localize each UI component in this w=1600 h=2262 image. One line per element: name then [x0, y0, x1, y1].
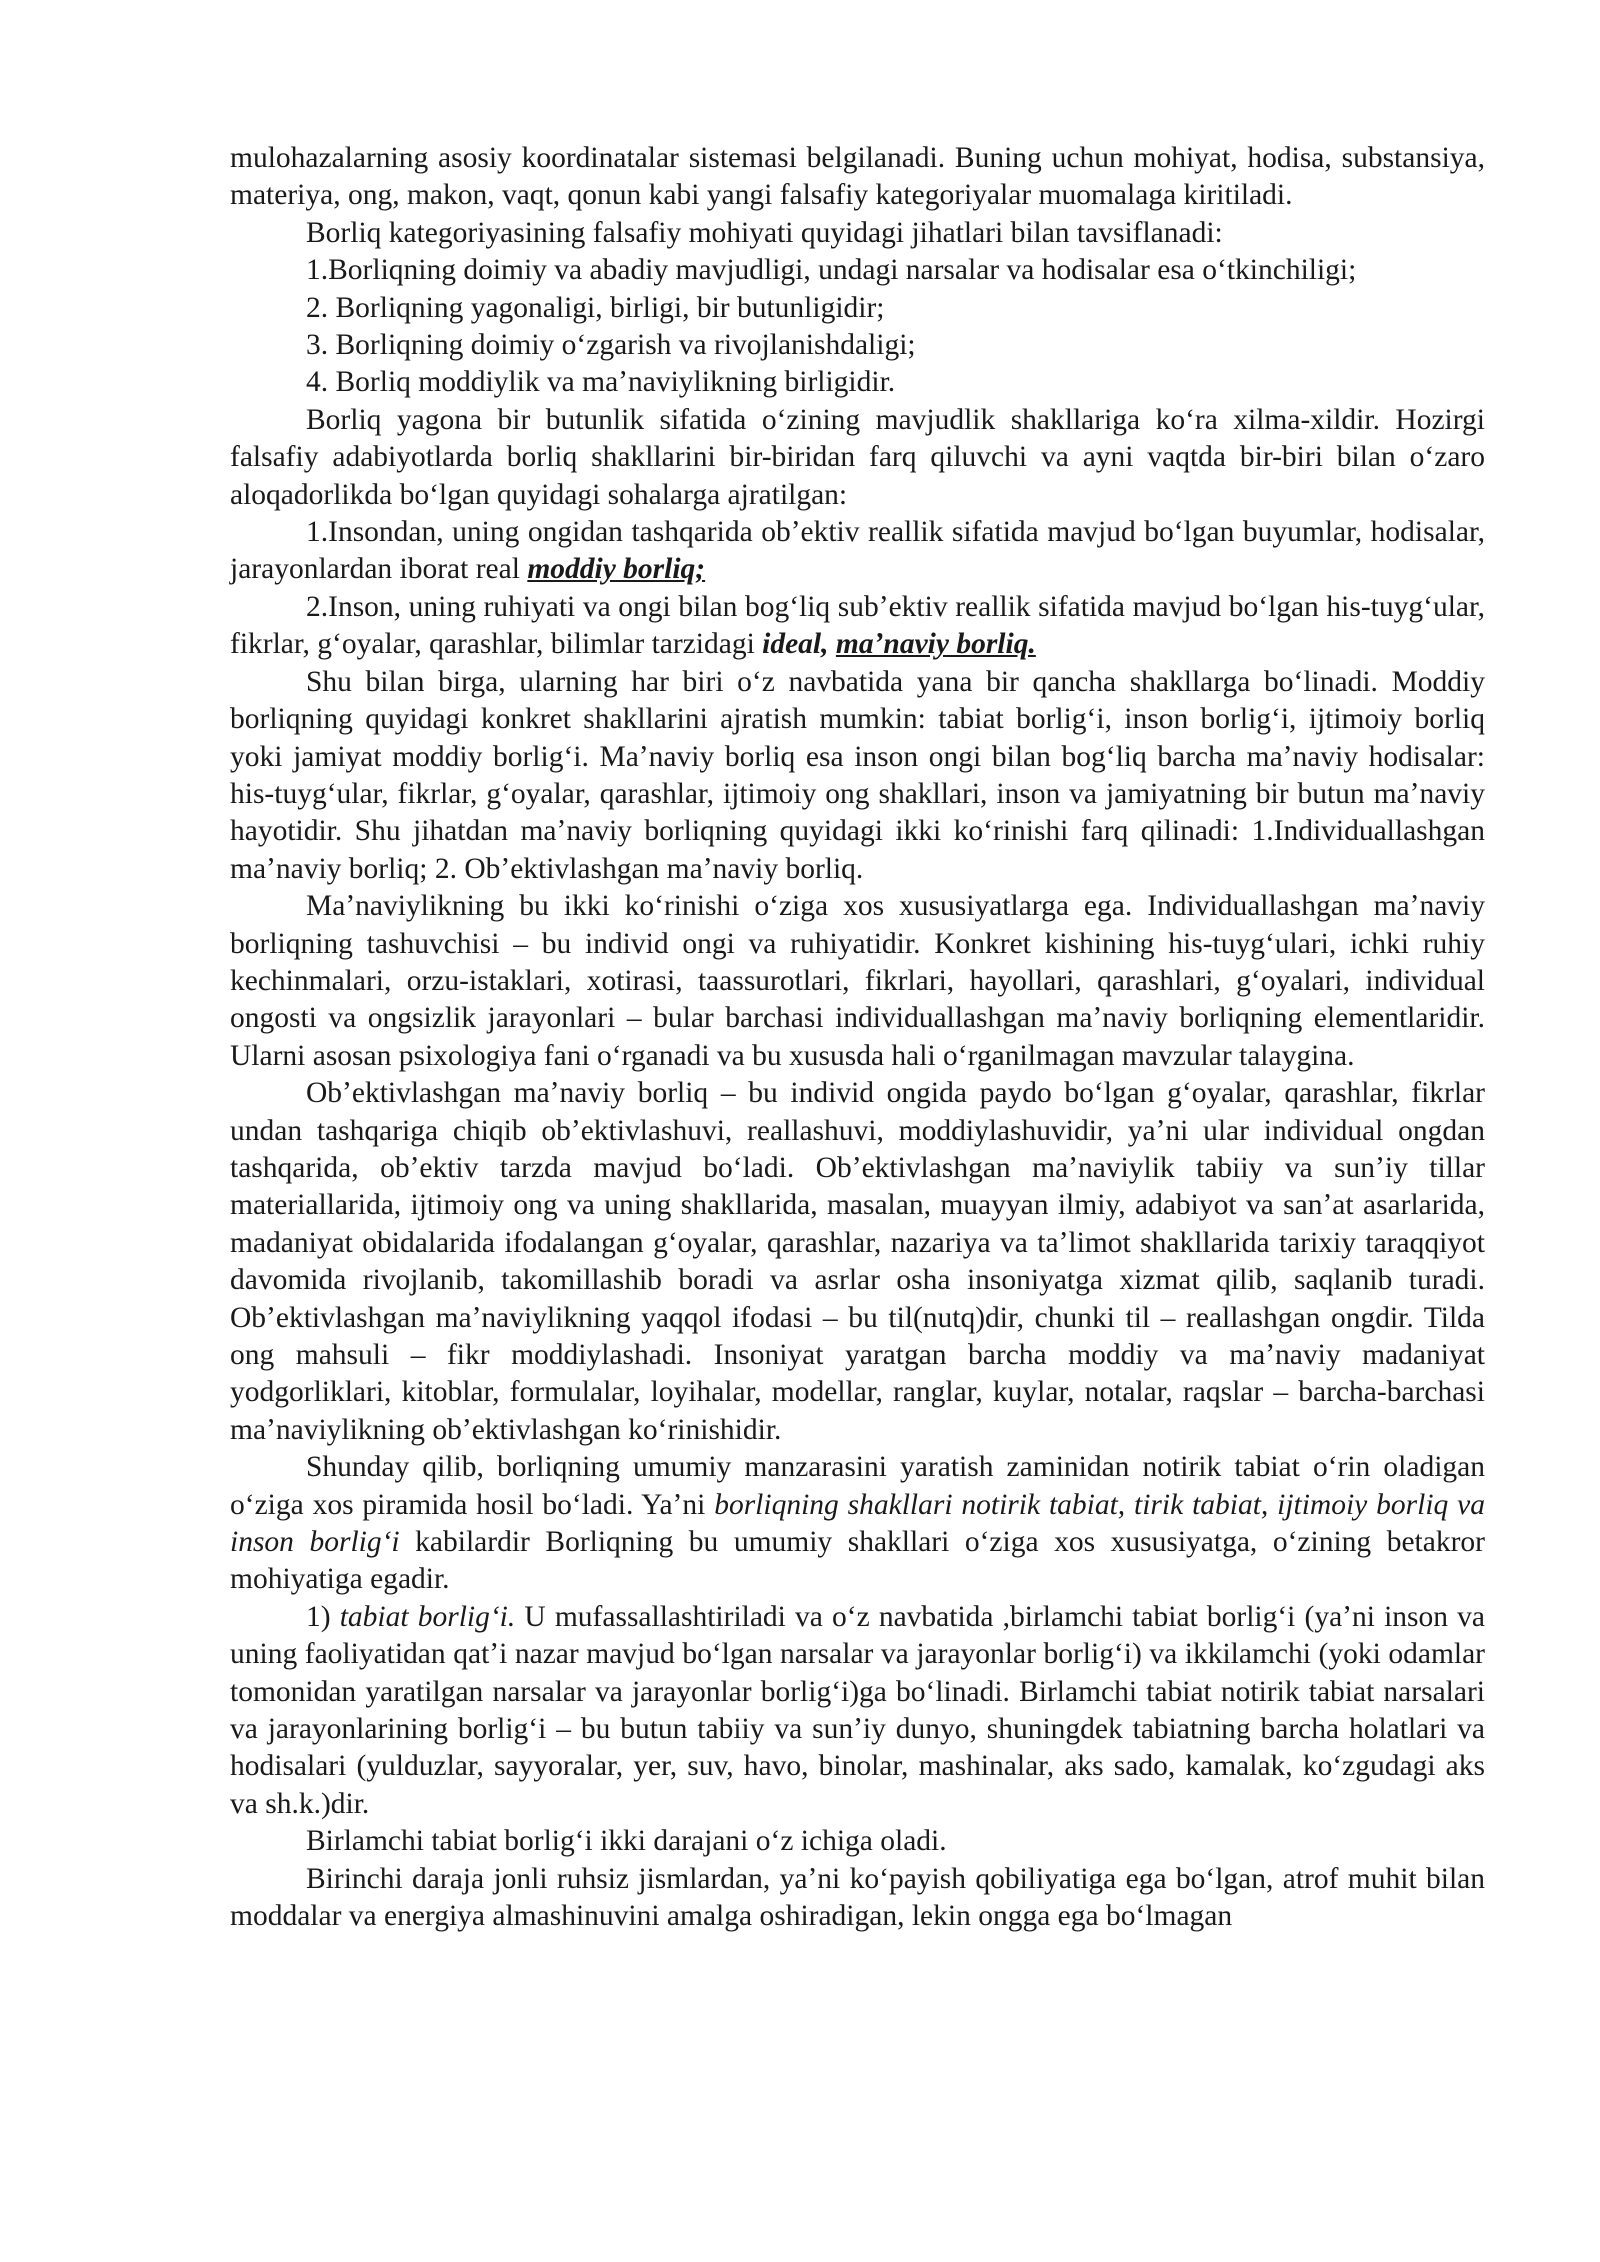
text-run: mulohazalarning asosiy koordinatalar sistemasi belgilanadi. Buning uchun mohiyat, hodisa, substansiya, materiya, ong, makon, vaqt, qonun kabi yangi falsafiy kategoriyalar muomalaga kiritiladi.	[230, 142, 1485, 212]
paragraph	[230, 1823, 1485, 1860]
text-run: Birlamchi tabiat borligʻi ikki darajani oʻz ichiga oladi.	[306, 1825, 947, 1858]
text-run: Borliq yagona bir butunlik sifatida oʻzining mavjudlik shakllariga koʻra xilma-xildir. Hozirgi falsafiy adabiyotlarda borliq shakllarini bir-biridan farq qiluvchi va ayni vaqtda bir-biri bilan oʻzaro aloqadorlikda boʻlgan quyidagi sohalarga ajratilgan:	[230, 403, 1485, 511]
text-run: 1.Insondan, uning ongidan tashqarida obʼektiv reallik sifatida mavjud boʻlgan buyumlar, hodisalar, jarayonlardan iborat real	[230, 516, 1485, 586]
paragraph	[230, 1075, 1485, 1449]
paragraph	[230, 327, 1485, 364]
emphasis-text: moddiy borliq;	[527, 553, 706, 586]
text-run: 4. Borliq moddiylik va maʼnaviylikning birligidir.	[306, 366, 896, 399]
paragraph	[230, 252, 1485, 289]
paragraph	[230, 364, 1485, 401]
text-run: Shu bilan birga, ularning har biri oʻz navbatida yana bir qancha shakllarga boʻlinadi. Moddiy borliqning quyidagi konkret shakllarini ajratish mumkin: tabiat borligʻi, inson borligʻi, ijtimoiy borliq yoki jamiyat moddiy borligʻi. Maʼnaviy borliq esa inson ongi bilan bogʻliq barcha maʼnaviy hodisalar: his-tuygʻular, fikrlar, gʻoyalar, qarashlar, ijtimoiy ong shakllari, inson va jamiyatning bir butun maʼnaviy hayotidir. Shu jihatdan maʼnaviy borliqning quyidagi ikki koʻrinishi farq qilinadi: 1.Individuallashgan maʼnaviy borliq; 2. Obʼektivlashgan maʼnaviy borliq.	[230, 665, 1485, 885]
text-run: 1.Borliqning doimiy va abadiy mavjudligi, undagi narsalar va hodisalar esa oʻtkinchiligi;	[306, 254, 1357, 287]
paragraph	[230, 1449, 1485, 1599]
text-run: 3. Borliqning doimiy oʻzgarish va rivojlanishdaligi;	[306, 329, 916, 362]
text-run: Birinchi daraja jonli ruhsiz jismlardan, yaʼni koʻpayish qobiliyatiga ega boʻlgan, atrof muhit bilan moddalar va energiya almashinuvini amalga oshiradigan, lekin ongga ega boʻlmagan	[230, 1862, 1485, 1933]
paragraph	[230, 664, 1485, 888]
paragraph	[230, 1599, 1485, 1823]
emphasis-text: tabiat borligʻi.	[339, 1600, 516, 1633]
document-page	[230, 140, 1485, 1936]
text-run: kabilardir Borliqning bu umumiy shakllari oʻziga xos xususiyatga, oʻzining betakror mohiyatiga egadir.	[230, 1526, 1485, 1596]
paragraph	[230, 514, 1485, 589]
text-run: 1)	[306, 1600, 340, 1633]
emphasis-text: borliqning shakllari notirik tabiat, tirik tabiat, ijtimoiy borliq va inson borligʻi	[230, 1488, 1485, 1559]
paragraph	[230, 1861, 1485, 1936]
paragraph	[230, 402, 1485, 514]
text-run: Obʼektivlashgan maʼnaviy borliq – bu individ ongida paydo boʻlgan gʻoyalar, qarashlar, fikrlar undan tashqariga chiqib obʼektivlashuvi, reallashuvi, moddiylashuvidir, yaʼni ular individual ongdan tashqarida, obʼektiv tarzda mavjud boʻladi. Obʼektivlashgan maʼnaviylik tabiiy va sunʼiy tillar materiallarida, ijtimoiy ong va uning shakllarida, masalan, muayyan ilmiy, adabiyot va sanʼat asarlarida, madaniyat obidalarida ifodalangan gʻoyalar, qarashlar, nazariya va taʼlimot shakllarida tarixiy taraqqiyot davomida rivojlanib, takomillashib boradi va asrlar osha insoniyatga xizmat qilib, saqlanib turadi. Obʼektivlashgan maʼnaviylikning yaqqol ifodasi – bu til(nutq)dir, chunki til – reallashgan ongdir. Tilda ong mahsuli – fikr moddiylashadi. Insoniyat yaratgan barcha moddiy va maʼnaviy madaniyat yodgorliklari, kitoblar, formulalar, loyihalar, modellar, ranglar, kuylar, notalar, raqslar – barcha-barchasi maʼnaviylikning obʼektivlashgan koʻrinishidir.	[230, 1077, 1485, 1446]
text-run: Maʼnaviylikning bu ikki koʻrinishi oʻziga xos xususiyatlarga ega. Individuallashgan maʼnaviy borliqning tashuvchisi – bu individ ongi va ruhiyatidir. Konkret kishining his-tuygʻulari, ichki ruhiy kechinmalari, orzu-istaklari, xotirasi, taassurotlari, fikrlari, hayollari, qarashlari, gʻoyalari, individual ongosti va ongsizlik jarayonlari – bular barchasi individuallashgan maʼnaviy borliqning elementlaridir. Ularni asosan psixologiya fani oʻrganadi va bu xususda hali oʻrganilmagan mavzular talaygina.	[230, 890, 1485, 1072]
text-run: Shunday qilib, borliqning umumiy manzarasini yaratish zaminidan notirik tabiat oʻrin oladigan oʻziga xos piramida hosil boʻladi. Yaʼni	[230, 1451, 1485, 1521]
text-run: 2.Inson, uning ruhiyati va ongi bilan bogʻliq subʼektiv reallik sifatida mavjud boʻlgan his-tuygʻular, fikrlar, gʻoyalar, qarashlar, bilimlar tarzidagi	[230, 590, 1485, 661]
text-run: Borliq kategoriyasining falsafiy mohiyati quyidagi jihatlari bilan tavsiflanadi:	[306, 216, 1223, 249]
paragraph	[230, 215, 1485, 252]
text-run: U mufassallashtiriladi va oʻz navbatida ,birlamchi tabiat borligʻi (yaʼni inson va uning faoliyatidan qatʼi nazar mavjud boʻlgan narsalar va jarayonlar borligʻi) va ikkilamchi (yoki odamlar tomonidan yaratilgan narsalar va jarayonlar borligʻi)ga boʻlinadi. Birlamchi tabiat notirik tabiat narsalari va jarayonlarining borligʻi – bu butun tabiiy va sunʼiy dunyo, shuningdek tabiatning barcha holatlari va hodisalari (yulduzlar, sayyoralar, yer, suv, havo, binolar, mashinalar, aks sado, kamalak, koʻzgudagi aks va sh.k.)dir.	[230, 1600, 1486, 1820]
emphasis-text: maʼnaviy borliq.	[835, 628, 1036, 661]
paragraph	[230, 589, 1485, 664]
text-run: 2. Borliqning yagonaligi, birligi, bir butunligidir;	[306, 291, 885, 324]
paragraph	[230, 888, 1485, 1075]
paragraph	[230, 140, 1485, 215]
emphasis-text: ideal,	[762, 628, 836, 661]
paragraph	[230, 290, 1485, 327]
